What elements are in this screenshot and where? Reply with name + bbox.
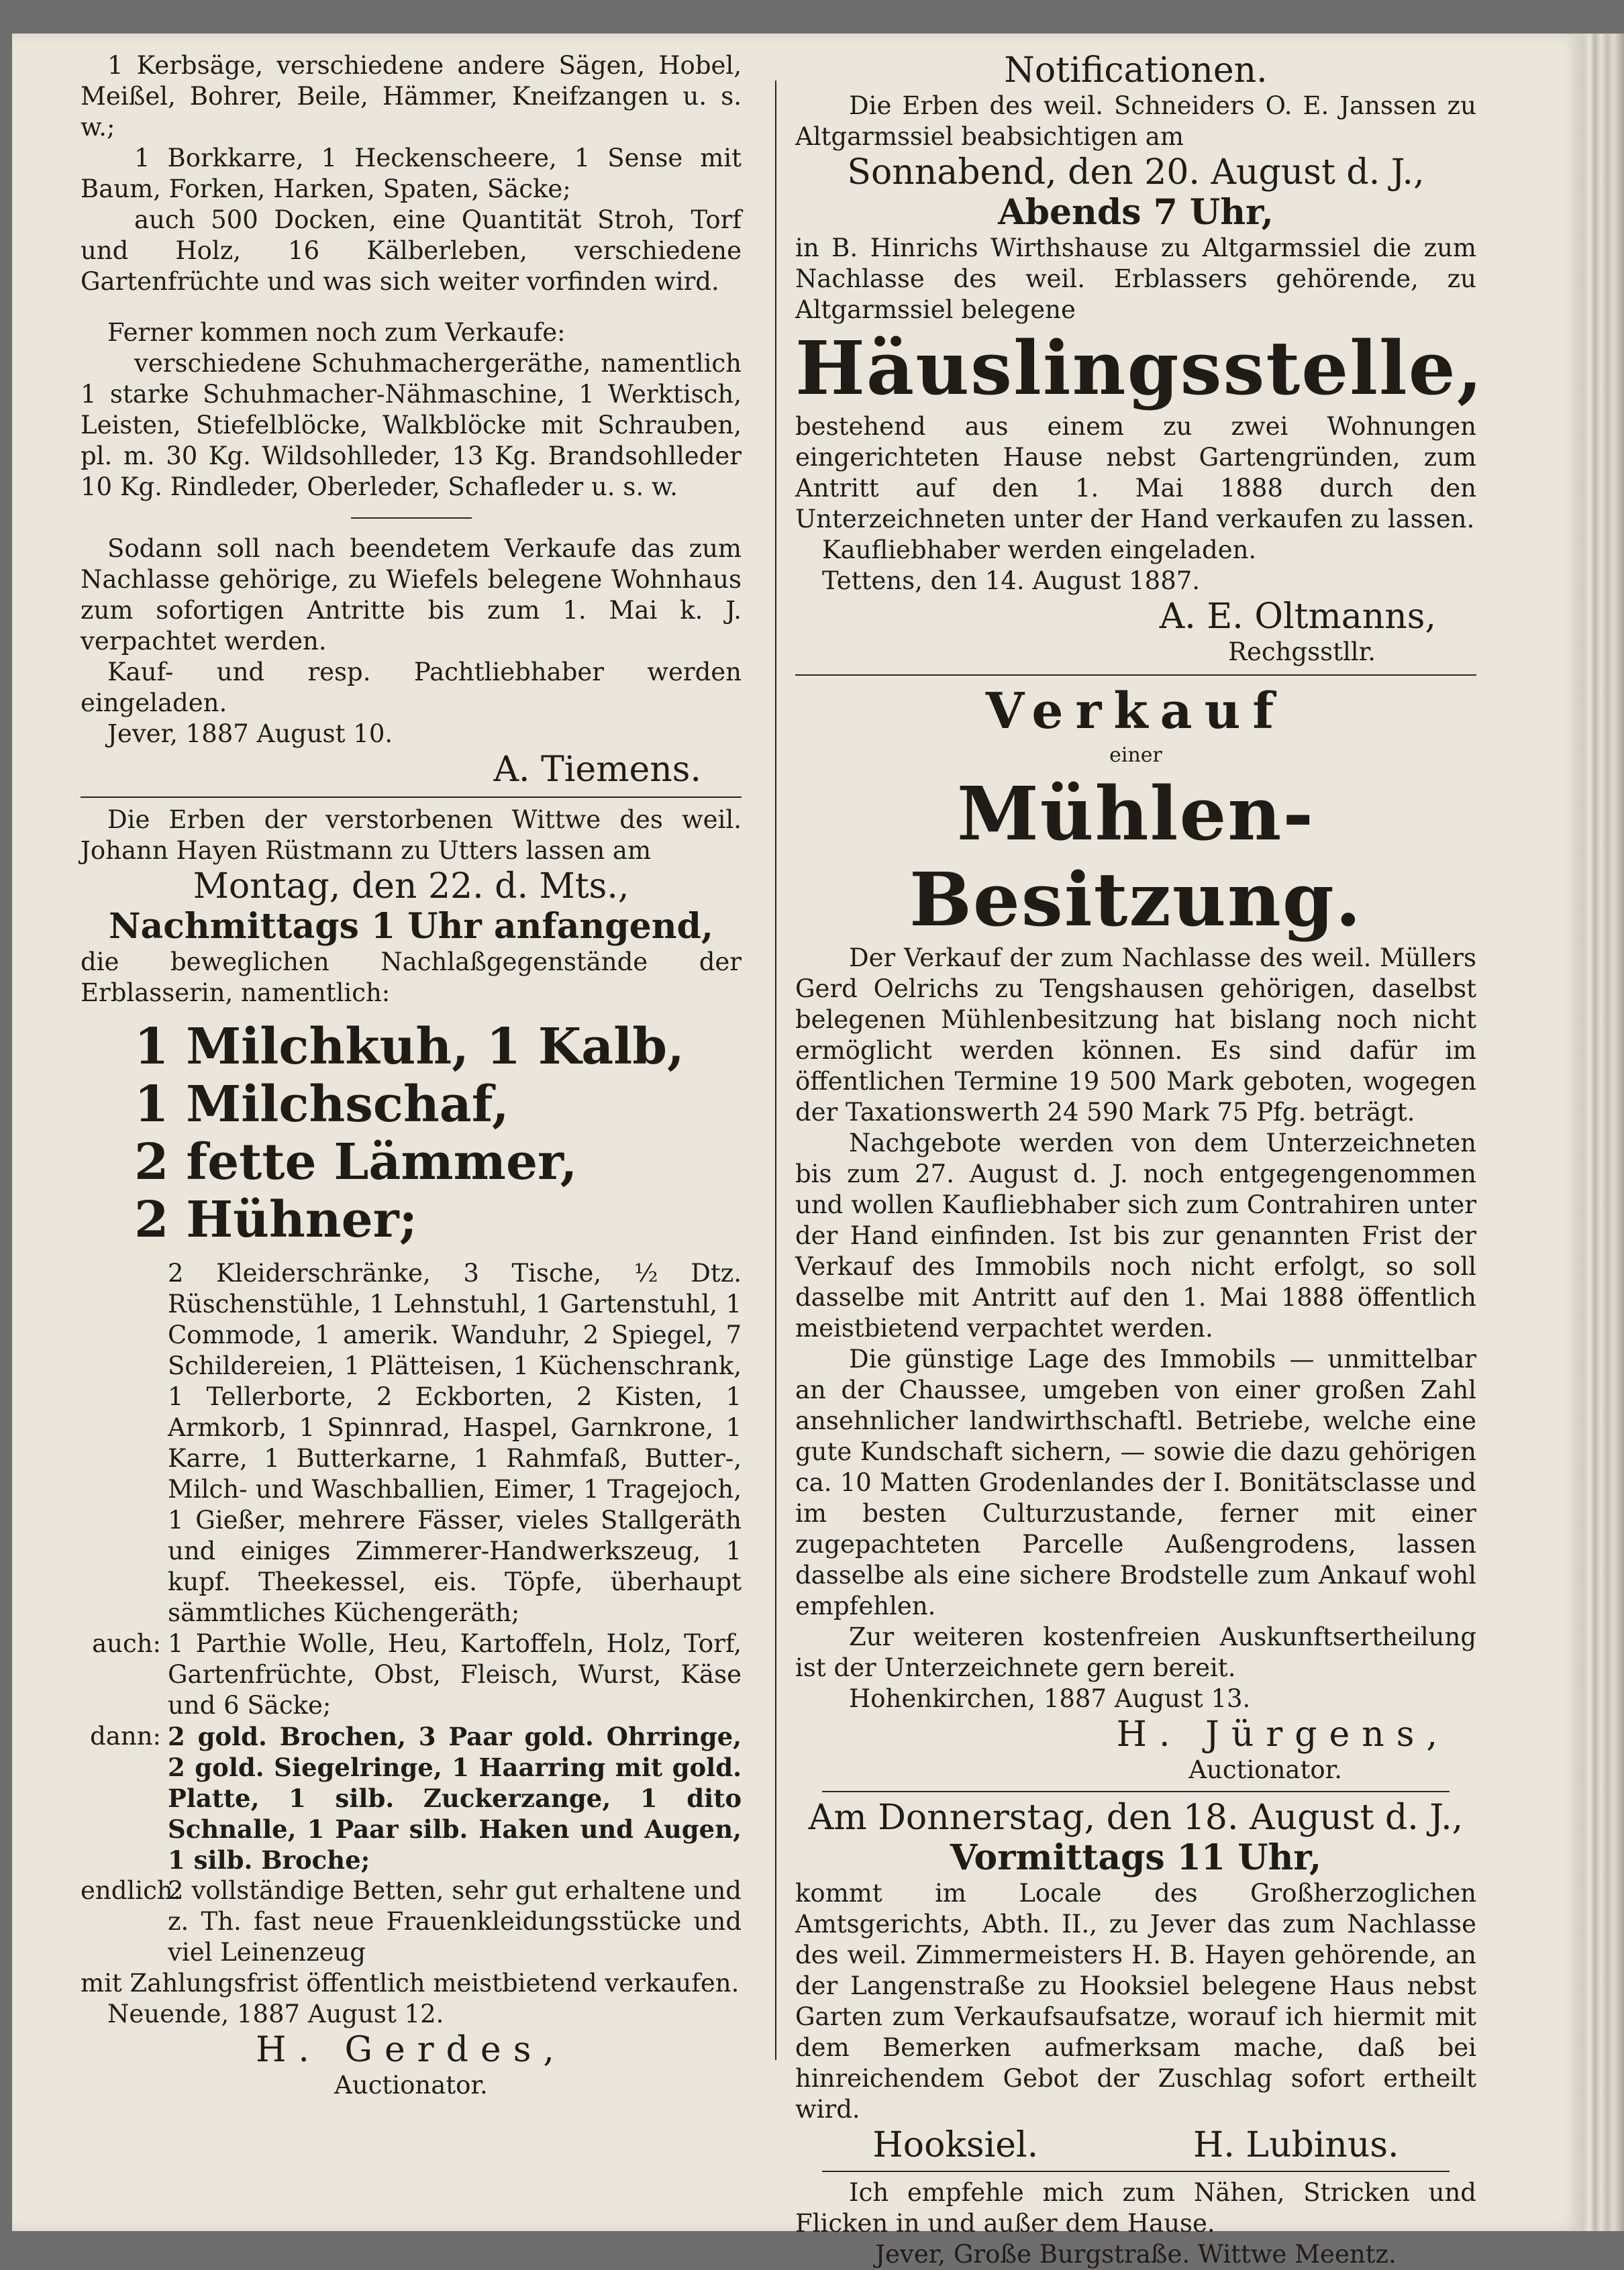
signature: A. Tiemens.	[493, 750, 701, 790]
ad-r4-body: Ich empfehle mich zum Nähen, Stricken und Flicken in und außer dem Hause.	[795, 2178, 1476, 2238]
animal-item-2: 1 Milchschaf,	[134, 1076, 509, 1133]
garden-tools-list: 1 Borkkarre, 1 Heckenscheere, 1 Sense mit Baum, Forken, Harken, Spaten, Säcke;	[81, 144, 742, 203]
ad-r4-sign: Jever, Große Burgstraße. Wittwe Meentz.	[875, 2240, 1397, 2269]
ad-r2-headline: Mühlen-Besitzung.	[909, 770, 1363, 943]
ad-r2-signature: H. Jürgens,	[1116, 1714, 1450, 1755]
ad-r2-subheading: einer	[1109, 743, 1162, 767]
tools-list: 1 Kerbsäge, verschiedene andere Sägen, Hobel, Meißel, Bohrer, Beile, Hämmer, Kneifzangen u. s. w.;	[81, 51, 742, 142]
ad-r1-signature: A. E. Oltmanns,	[1159, 597, 1436, 637]
right-column	[795, 50, 1484, 2270]
auch-row	[81, 1629, 742, 1721]
ad-r3-body: kommt im Locale des Großherzoglichen Amtsgerichts, Abth. II., zu Jever das zum Nachlasse des weil. Zimmermeisters H. B. Hayen gehörende, an der Langenstraße zu Hooksiel belegene Haus nebst Garten zum Verkaufsaufsatze, worauf ich hiermit mit dem Bemerken aufmerksam mache, daß bei hinreichendem Gebot der Zuschlag sofort ertheilt wird.	[795, 1879, 1476, 2124]
section-rule-r2	[822, 1791, 1450, 1792]
dann-list: 2 gold. Brochen, 3 Paar gold. Ohrringe, 2 gold. Siegelringe, 1 Haarring mit gold. Platte, 1 silb. Zuckerzange, 1 dito Schnalle, 1 Paar silb. Haken und Augen, 1 silb. Broche;	[168, 1722, 742, 1875]
ad2-description: die beweglichen Nachlaßgegenstände der Erblasserin, namentlich:	[81, 947, 742, 1007]
closing-line: mit Zahlungsfrist öffentlich meistbietend verkaufen.	[81, 1969, 740, 1998]
ad-r1-description: in B. Hinrichs Wirthshause zu Altgarmssiel die zum Nachlasse des weil. Erblassers gehörende, zu Altgarmssiel belegene	[795, 234, 1476, 324]
ad-r3-place: Hooksiel.	[872, 2125, 1039, 2165]
ad-r3-signature: H. Lubinus.	[1193, 2125, 1399, 2165]
ad-r2-paragraph-2: Nachgebote werden von dem Unterzeichneten bis zum 27. August d. J. noch entgegengenommen und wollen Kaufliebhaber sich zum Contrahiren unter der Hand einfinden. Ist bis zur genannten Frist der Verkauf des Immobils noch nicht erfolgt, so soll dasselbe mit Antritt auf den 1. Mai 1888 öffentlich meistbietend verpachtet werden.	[795, 1129, 1476, 1343]
ad-r1-day: Sonnabend, den 20. August d. J.,	[847, 152, 1425, 193]
left-column	[81, 50, 742, 2101]
short-rule	[351, 517, 472, 519]
ad-r1-headline: Häuslingsstelle,	[795, 325, 1484, 411]
role-2: Auctionator.	[334, 2071, 488, 2100]
shoemaker-items: verschiedene Schuhmachergeräthe, namentlich 1 starke Schuhmacher-Nähmaschine, 1 Werktisch, Leisten, Stiefelblöcke, Walkblöcke mit Schrauben, pl. m. 30 Kg. Wildsohlleder, 13 Kg. Brandsohlleder 10 Kg. Rindleder, Oberleder, Schafleder u. s. w.	[81, 349, 742, 501]
lease-notice: Sodann soll nach beendetem Verkaufe das zum Nachlasse gehörige, zu Wiefels belegene Wohnhaus zum sofortigen Antritte bis zum 1. Mai k. J. verpachtet werden.	[81, 534, 742, 656]
endlich-list: 2 vollständige Betten, sehr gut erhaltene und z. Th. fast neue Frauenkleidungsstücke und viel Leinenzeug	[168, 1876, 742, 1967]
animal-item-4: 2 Hühner;	[134, 1191, 417, 1249]
ad-r1-intro: Die Erben des weil. Schneiders O. E. Janssen zu Altgarmssiel beabsichtigen am	[795, 91, 1476, 151]
ad-r1-role: Rechgsstllr.	[1228, 637, 1376, 666]
endlich-row	[81, 1875, 742, 1968]
ad-r2-role: Auctionator.	[1188, 1755, 1342, 1784]
ad-r2-dateline: Hohenkirchen, 1887 August 13.	[849, 1684, 1251, 1713]
ad-r2-heading: Verkauf	[985, 682, 1286, 740]
animal-item-1: 1 Milchkuh, 1 Kalb,	[134, 1018, 684, 1076]
column-divider	[775, 81, 776, 2060]
ad-r1-dateline: Tettens, den 14. August 1887.	[822, 566, 1201, 595]
signature-2: H. Gerdes,	[256, 2030, 566, 2070]
notifications-heading: Notificationen.	[1004, 50, 1268, 91]
section-rule-r1	[795, 674, 1476, 676]
ad-r1-invite: Kaufliebhaber werden eingeladen.	[822, 535, 1257, 564]
ferner-heading: Ferner kommen noch zum Verkaufe:	[107, 318, 566, 347]
ad-r1-body: bestehend aus einem zu zwei Wohnungen eingerichteten Hause nebst Gartengründen, zum Antritt auf den 1. Mai 1888 durch den Unterzeichneten unter der Hand verkaufen zu lassen.	[795, 412, 1476, 533]
furniture-list: 2 Kleiderschränke, 3 Tische, ½ Dtz. Rüschenstühle, 1 Lehnstuhl, 1 Gartenstuhl, 1 Commode, 1 amerik. Wanduhr, 2 Spiegel, 7 Schildereien, 1 Plätteisen, 1 Küchenschrank, 1 Tellerborte, 2 Eckborten, 2 Kisten, 1 Armkorb, 1 Spinnrad, Haspel, Garnkrone, 1 Karre, 1 Butterkarne, 1 Rahmfaß, Butter-, Milch- und Waschballien, Eimer, 1 Tragejoch, 1 Gießer, mehrere Fässer, vieles Stallgeräth und einiges Zimmerer-Handwerkszeug, 1 kupf. Theekessel, eis. Töpfe, überhaupt sämmtliches Küchengeräth;	[168, 1259, 742, 1627]
ad-r2-paragraph-4: Zur weiteren kostenfreien Auskunftsertheilung ist der Unterzeichnete gern bereit.	[795, 1622, 1476, 1682]
ad-r1-time: Abends 7 Uhr,	[998, 192, 1274, 233]
book-page-edges	[1582, 34, 1624, 2231]
auction-day: Montag, den 22. d. Mts.,	[193, 866, 629, 907]
section-rule-r3	[822, 2171, 1450, 2172]
animal-item-3: 2 fette Lämmer,	[134, 1133, 578, 1191]
dann-row	[81, 1721, 742, 1875]
dann-label: dann:	[90, 1722, 161, 1751]
ad-r3-footer	[795, 2125, 1476, 2165]
section-rule	[81, 796, 742, 798]
ad-r2-paragraph-1: Der Verkauf der zum Nachlasse des weil. Müllers Gerd Oelrichs zu Tengshausen gehörigen, daselbst belegenen Mühlenbesitzung hat bislang noch nicht ermöglicht werden können. Es sind dafür im öffentlichen Termine 19 500 Mark geboten, wogegen der Taxationswerth 24 590 Mark 75 Pfg. beträgt.	[795, 943, 1476, 1127]
ad-r3-time: Vormittags 11 Uhr,	[950, 1837, 1322, 1878]
auction-time: Nachmittags 1 Uhr anfangend,	[109, 906, 713, 947]
auch-list: 1 Parthie Wolle, Heu, Kartoffeln, Holz, Torf, Gartenfrüchte, Obst, Fleisch, Wurst, Käse und 6 Säcke;	[168, 1629, 742, 1720]
ad2-intro: Die Erben der verstorbenen Wittwe des weil. Johann Hayen Rüstmann zu Utters lassen am	[81, 805, 742, 865]
auch-label: auch:	[92, 1629, 161, 1658]
invitation: Kauf- und resp. Pachtliebhaber werden eingeladen.	[81, 658, 742, 717]
dateline-2: Neuende, 1887 August 12.	[107, 2000, 444, 2028]
endlich-label: endlich:	[81, 1876, 182, 1905]
ad-r2-paragraph-3: Die günstige Lage des Immobils — unmittelbar an der Chaussee, umgeben von einer großen Zahl ansehnlicher landwirthschaftl. Betriebe, welche eine gute Kundschaft sichern, — sowie die dazu gehörigen ca. 10 Matten Grodenlandes der I. Bonitätsclasse und im besten Culturzustande, ferner mit einer zugepachteten Parcelle Außengrodens, lassen dasselbe als eine sichere Brodstelle zum Ankauf wohl empfehlen.	[795, 1345, 1476, 1620]
misc-items-list: auch 500 Docken, eine Quantität Stroh, Torf und Holz, 16 Kälberleben, verschiedene Gartenfrüchte und was sich weiter vorfinden wird.	[81, 205, 742, 296]
ad-r3-day: Am Donnerstag, den 18. August d. J.,	[808, 1798, 1464, 1838]
dateline: Jever, 1887 August 10.	[107, 719, 393, 748]
furniture-row	[81, 1258, 742, 1629]
